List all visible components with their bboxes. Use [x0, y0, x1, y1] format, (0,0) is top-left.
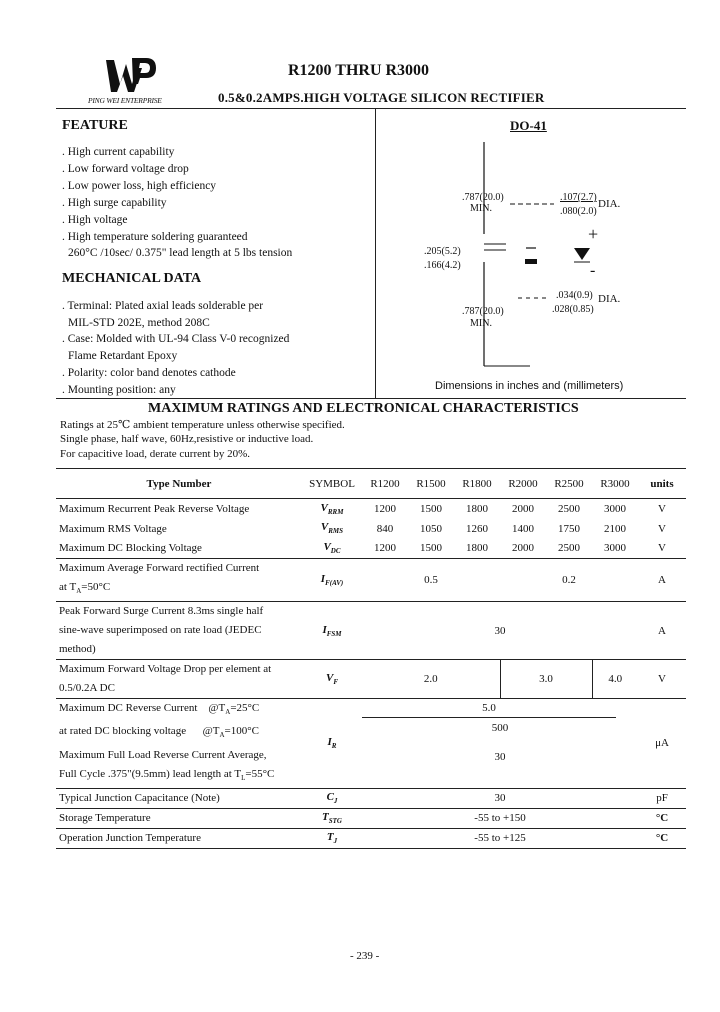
- table-cell: 1400: [512, 522, 534, 535]
- wire-dia-label: DIA.: [598, 293, 621, 305]
- table-header: R3000: [600, 477, 630, 490]
- table-header: Type Number: [146, 477, 212, 490]
- table-row: [56, 788, 686, 808]
- package-outline-drawing: [470, 138, 630, 378]
- table-cell: 2100: [604, 522, 626, 535]
- table-cell: 840: [376, 522, 394, 535]
- mechanical-item: . Mounting position: any: [62, 384, 176, 396]
- row-label: Maximum DC Reverse Current $@T_A=25^\circ C$ at rated DC blocking voltage $@T_A=100^\circ C$ Maximum Full Load Reverse Current Average, Full Cycle .375"(9.5mm) lead length at $T_L=55^\circ C$: [59, 702, 275, 782]
- ratings-heading: MAXIMUM RATINGS AND ELECTRONICAL CHARACTERISTICS: [148, 401, 579, 416]
- table-row: [56, 602, 686, 660]
- row-label: Peak Forward Surge Current 8.3ms single half sine-wave superimposed on rate load (JEDEC method): [59, 605, 264, 656]
- table-header: R2000: [508, 477, 538, 490]
- table-cell: -55 to +150: [474, 812, 526, 825]
- table-unit: V: [658, 522, 666, 535]
- table-row: [56, 699, 686, 789]
- row-symbol: $V_F$: [325, 672, 338, 687]
- anode-plus: +: [588, 224, 599, 244]
- feature-item: . High surge capability: [62, 197, 167, 209]
- table-unit: °C: [655, 812, 669, 825]
- row-symbol: $I_{FSM}$: [322, 623, 342, 638]
- ratings-table: [56, 468, 686, 849]
- row-symbol: $I_R$: [327, 736, 337, 751]
- table-cell: 2500: [558, 542, 580, 555]
- table-cell: 1500: [420, 502, 442, 515]
- row-label: Storage Temperature: [59, 812, 151, 825]
- table-row: [56, 808, 686, 828]
- lead-length-top: .787(20.0): [462, 192, 504, 203]
- table-cell: 3.0: [500, 660, 592, 699]
- table-row: [56, 519, 686, 539]
- feature-item: . Low forward voltage drop: [62, 163, 189, 175]
- table-cell: 1200: [374, 502, 396, 515]
- table-header: SYMBOL: [309, 477, 355, 490]
- table-header: R1800: [462, 477, 492, 490]
- body-length-max: .205(5.2): [424, 246, 461, 257]
- row-symbol: $I_{F(AV)}$: [320, 573, 344, 588]
- table-cell: 2000: [512, 542, 534, 555]
- page-subtitle: 0.5&0.2AMPS.HIGH VOLTAGE SILICON RECTIFIER: [218, 90, 545, 105]
- row-label: Maximum DC Blocking Voltage: [59, 542, 202, 555]
- feature-heading: FEATURE: [62, 118, 128, 133]
- page-title: R1200 THRU R3000: [288, 62, 430, 79]
- package-name: DO-41: [510, 118, 547, 133]
- table-cell: 1750: [558, 522, 580, 535]
- table-cell: 1200: [374, 542, 396, 555]
- feature-item: . High current capability: [62, 146, 175, 158]
- row-label: Maximum Average Forward rectified Current at $T_A=50^\circ C$: [59, 562, 260, 596]
- row-label: Maximum RMS Voltage: [59, 522, 167, 535]
- page-number: - 239 -: [350, 950, 380, 962]
- row-symbol: $V_{RRM}$: [320, 501, 344, 516]
- row-label: Maximum Recurrent Peak Reverse Voltage: [59, 502, 250, 515]
- table-row: [56, 499, 686, 519]
- table-unit: pF: [656, 792, 668, 805]
- table-cell: 3000: [604, 542, 626, 555]
- table-cell: -55 to +125: [474, 832, 526, 845]
- dimensions-caption: Dimensions in inches and (millimeters): [435, 380, 624, 392]
- mechanical-item: . Polarity: color band denotes cathode: [62, 367, 236, 379]
- lead-length-bottom-min: MIN.: [470, 318, 492, 329]
- table-cell: 0.5: [424, 574, 438, 587]
- table-header: units: [650, 477, 674, 490]
- diode-symbol-icon: [574, 248, 590, 260]
- row-symbol: $V_{DC}$: [323, 541, 341, 556]
- table-cell: 30: [494, 624, 506, 637]
- body-length-min: .166(4.2): [424, 260, 461, 271]
- table-unit: V: [658, 502, 666, 515]
- table-header: R2500: [554, 477, 584, 490]
- feature-item: . High voltage: [62, 214, 128, 226]
- row-symbol: $C_J$: [326, 791, 338, 806]
- feature-item: . Low power loss, high efficiency: [62, 180, 217, 192]
- table-unit: V: [658, 673, 666, 686]
- row-symbol: $T_{STG}$: [322, 811, 342, 826]
- lead-dia-label: DIA.: [598, 198, 621, 210]
- row-symbol: $T_J$: [326, 831, 338, 846]
- table-cell: 1500: [420, 542, 442, 555]
- mechanical-item: Flame Retardant Epoxy: [68, 350, 178, 362]
- table-row: [56, 660, 686, 699]
- table-cell: 5.0 500 30: [362, 699, 638, 789]
- table-header: R1200: [370, 477, 400, 490]
- table-unit: V: [658, 542, 666, 555]
- ratings-note: Single phase, half wave, 60Hz,resistive or inductive load.: [60, 433, 314, 445]
- lead-length-top-min: MIN.: [470, 203, 492, 214]
- table-cell: 4.0: [592, 660, 638, 699]
- ratings-note: Ratings at 25℃ ambient temperature unless otherwise specified.: [60, 419, 345, 431]
- feature-item: 260°C /10sec/ 0.375" lead length at 5 lbs tension: [68, 247, 293, 259]
- lead-dia-max: .107(2.7): [560, 192, 597, 203]
- table-cell: 1050: [420, 522, 442, 535]
- row-symbol: $V_{RMS}$: [320, 521, 344, 536]
- table-unit: μA: [655, 737, 669, 750]
- table-unit: A: [658, 624, 666, 637]
- table-cell: 1800: [466, 502, 488, 515]
- mechanical-item: . Case: Molded with UL-94 Class V-0 recognized: [62, 333, 290, 345]
- mechanical-item: MIL-STD 202E, method 208C: [68, 317, 210, 329]
- table-header-row: [56, 469, 686, 499]
- cathode-minus: -: [590, 262, 596, 279]
- row-label: Maximum Forward Voltage Drop per element at 0.5/0.2A DC: [59, 663, 272, 695]
- table-row: [56, 539, 686, 559]
- table-cell: 2.0: [423, 673, 438, 686]
- column-divider: [375, 108, 376, 398]
- lead-length-bottom: .787(20.0): [462, 306, 504, 317]
- table-header: R1500: [416, 477, 446, 490]
- row-label: Typical Junction Capacitance (Note): [59, 792, 220, 805]
- table-row: [56, 828, 686, 848]
- table-cell: 2500: [558, 502, 580, 515]
- wire-dia-max: .034(0.9): [556, 290, 593, 301]
- mechanical-item: . Terminal: Plated axial leads solderable per: [62, 300, 264, 312]
- table-unit: A: [658, 574, 666, 587]
- mechanical-heading: MECHANICAL DATA: [62, 271, 202, 286]
- company-name: PING WEI ENTERPRISE: [88, 96, 162, 105]
- table-cell: 1260: [466, 522, 488, 535]
- table-cell: 1800: [466, 542, 488, 555]
- table-cell: 3000: [604, 502, 626, 515]
- table-row: [56, 559, 686, 602]
- section-rule: [56, 398, 686, 399]
- company-logo: [104, 54, 156, 94]
- table-cell: 2000: [512, 502, 534, 515]
- table-cell: 0.2: [562, 574, 576, 587]
- wire-dia-min: .028(0.85): [552, 304, 594, 315]
- table-cell: 30: [494, 792, 506, 805]
- ratings-note: For capacitive load, derate current by 20%.: [60, 448, 250, 460]
- top-rule: [56, 108, 686, 109]
- feature-item: . High temperature soldering guaranteed: [62, 231, 248, 243]
- table-unit: °C: [655, 832, 669, 845]
- row-label: Operation Junction Temperature: [59, 832, 201, 845]
- lead-dia-min: .080(2.0): [560, 206, 597, 217]
- cathode-band-icon: [525, 259, 537, 264]
